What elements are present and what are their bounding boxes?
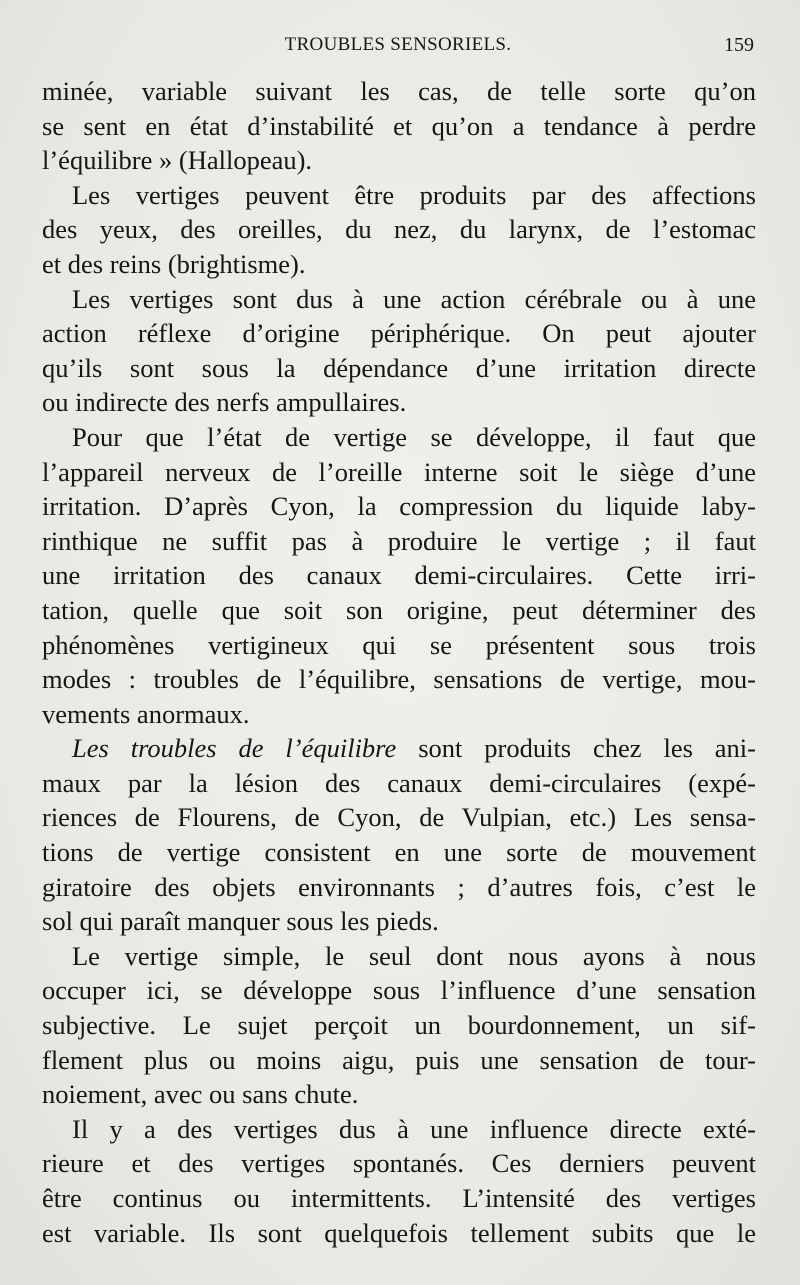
paragraph-start-line bbox=[42, 731, 756, 766]
text-line: riences de Flourens, de Cyon, de Vulpian, etc.) Les sensa- bbox=[42, 802, 756, 833]
text-line: action réflexe d’origine périphérique. On peut ajouter bbox=[42, 318, 756, 349]
text-line: ou indirecte des nerfs ampullaires. bbox=[42, 387, 407, 418]
text-line: phénomènes vertigineux qui se présentent sous trois bbox=[42, 629, 756, 660]
text-line: qu’ils sont sous la dépendance d’une irritation directe bbox=[42, 352, 756, 383]
text-line: occuper ici, se développe sous l’influence d’une sensation bbox=[42, 975, 756, 1006]
text-line: se sent en état d’instabilité et qu’on a tendance à perdre bbox=[42, 110, 756, 141]
line-remainder: sont produits chez les ani- bbox=[418, 733, 756, 764]
paragraph-start-line: Le vertige simple, le seul dont nous ayons à nous bbox=[72, 940, 756, 971]
text-line: tation, quelle que soit son origine, peut déterminer des bbox=[42, 594, 756, 625]
text-line: subjective. Le sujet perçoit un bourdonnement, un sif- bbox=[42, 1010, 756, 1041]
text-line: l’équilibre » (Hallopeau). bbox=[42, 145, 313, 176]
text-line: tions de vertige consistent en une sorte de mouvement bbox=[42, 837, 756, 868]
text-line: minée, variable suivant les cas, de telle sorte qu’on bbox=[42, 76, 756, 106]
running-title: TROUBLES SENSORIELS. bbox=[284, 34, 512, 55]
text-line: est variable. Ils sont quelquefois tellement subits que le bbox=[42, 1217, 756, 1248]
text-line: vements anormaux. bbox=[42, 698, 250, 729]
text-line: modes : troubles de l’équilibre, sensations de vertige, mou- bbox=[42, 664, 756, 695]
paragraph-start-line: Il y a des vertiges dus à une influence directe exté- bbox=[72, 1113, 756, 1144]
text-line: sol qui paraît manquer sous les pieds. bbox=[42, 906, 439, 937]
paragraph-start-line: Pour que l’état de vertige se développe, il faut que bbox=[72, 421, 756, 452]
paragraph-start-line: Les vertiges peuvent être produits par des affections bbox=[72, 179, 756, 210]
text-line: rinthique ne suffit pas à produire le vertige ; il faut bbox=[42, 525, 756, 556]
text-line: giratoire des objets environnants ; d’autres fois, c’est le bbox=[42, 871, 756, 902]
text-line: l’appareil nerveux de l’oreille interne soit le siège d’une bbox=[42, 456, 756, 487]
text-line: noiement, avec ou sans chute. bbox=[42, 1079, 359, 1110]
italic-phrase: Les troubles de l’équilibre bbox=[72, 733, 397, 764]
text-line: flement plus ou moins aigu, puis une sensation de tour- bbox=[42, 1044, 756, 1075]
text-line: maux par la lésion des canaux demi-circulaires (expé- bbox=[42, 767, 756, 798]
paragraph-start-line: Les vertiges sont dus à une action cérébrale ou à une bbox=[72, 283, 756, 314]
text-line: être continus ou intermittents. L’intensité des vertiges bbox=[42, 1183, 756, 1213]
text-line: et des reins (brightisme). bbox=[42, 248, 306, 279]
text-line: rieure et des vertiges spontanés. Ces derniers peuvent bbox=[42, 1148, 756, 1179]
body-text bbox=[42, 74, 756, 1250]
text-line: une irritation des canaux demi-circulaires. Cette irri- bbox=[42, 560, 756, 591]
page-header bbox=[42, 34, 754, 62]
text-line: des yeux, des oreilles, du nez, du larynx, de l’estomac bbox=[42, 214, 756, 245]
text-line: irritation. D’après Cyon, la compression du liquide laby- bbox=[42, 491, 756, 522]
page-number: 159 bbox=[724, 34, 754, 56]
